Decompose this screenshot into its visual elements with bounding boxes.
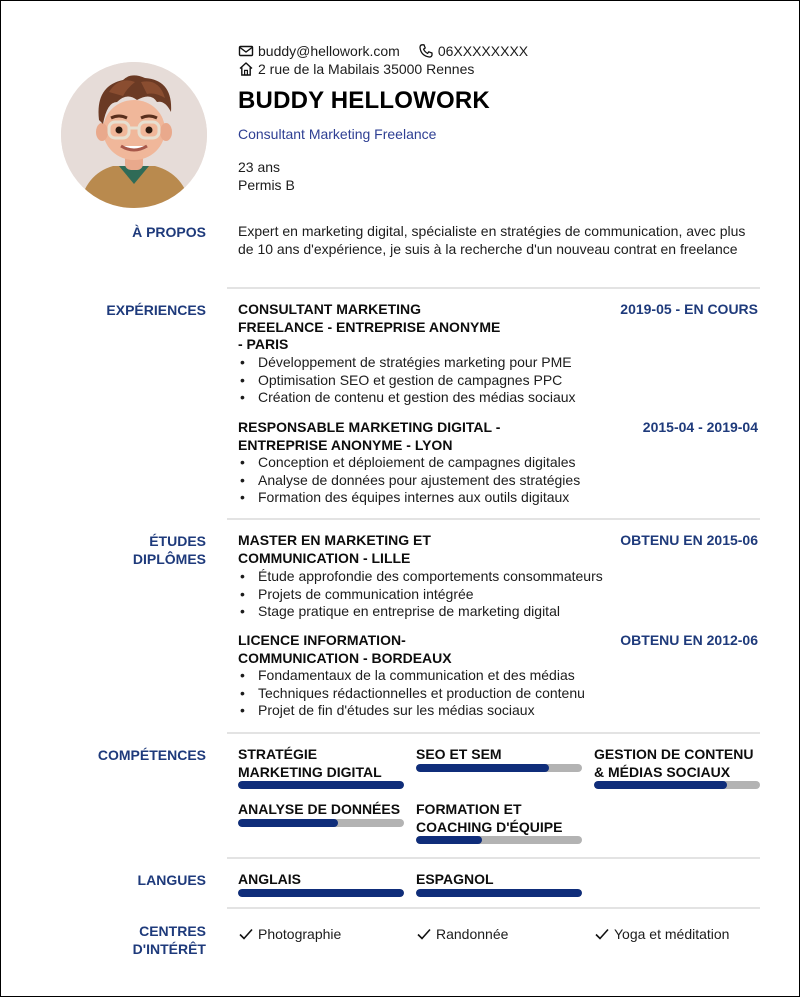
language-level-fill <box>416 889 582 897</box>
contact-info <box>238 42 546 78</box>
skill-name-line: SEO ET SEM <box>416 746 502 762</box>
license-text: Permis B <box>238 176 295 193</box>
phone-text: 06XXXXXXXX <box>437 43 529 59</box>
list-item: • Fondamentaux de la communication et des médias <box>238 667 585 685</box>
language-level-bar <box>416 889 582 897</box>
phone-icon <box>418 43 434 59</box>
language-item <box>416 871 582 897</box>
study-bullets <box>238 667 585 720</box>
interest-item <box>594 926 729 942</box>
skill-level-fill <box>416 764 549 772</box>
address-item <box>238 60 474 78</box>
list-item: • Développement de stratégies marketing pour PME <box>238 354 576 372</box>
section-divider <box>227 732 760 734</box>
skills-heading: COMPÉTENCES <box>97 747 206 763</box>
list-item: • Formation des équipes internes aux outils digitaux <box>238 489 580 507</box>
skill-name-line: STRATÉGIE <box>238 746 318 762</box>
title-line: COMMUNICATION - LILLE <box>238 549 411 566</box>
experience-date: 2019-05 - EN COURS <box>620 301 758 317</box>
skill-level-bar <box>238 781 404 789</box>
skill-item <box>416 801 582 844</box>
list-item: • Création de contenu et gestion des médias sociaux <box>238 389 576 407</box>
language-item <box>238 871 404 897</box>
list-item: • Techniques rédactionnelles et production de contenu <box>238 685 585 703</box>
skill-level-bar <box>416 836 582 844</box>
skill-name-line: MARKETING DIGITAL <box>238 763 382 780</box>
title-line: COMMUNICATION - BORDEAUX <box>238 649 452 666</box>
skill-item <box>594 746 760 789</box>
skill-item <box>416 746 582 772</box>
skill-level-fill <box>416 836 482 844</box>
title-line: MASTER EN MARKETING ET <box>238 532 431 548</box>
skill-name <box>238 801 404 819</box>
language-name: ESPAGNOL <box>416 871 494 887</box>
checkmark-icon <box>238 926 254 942</box>
experience-title <box>238 301 500 354</box>
study-title <box>238 632 452 667</box>
list-item: • Projet de fin d'études sur les médias sociaux <box>238 702 585 720</box>
experience-bullets <box>238 454 580 507</box>
skill-name-line: ANALYSE DE DONNÉES <box>238 801 401 817</box>
skill-name <box>238 746 404 781</box>
skill-name <box>416 801 582 836</box>
study-date: OBTENU EN 2015-06 <box>620 532 758 548</box>
section-divider <box>227 857 760 859</box>
phone-item[interactable] <box>418 42 528 60</box>
heading-line: D'INTÉRÊT <box>132 941 206 957</box>
skill-item <box>238 801 404 827</box>
about-text: Expert en marketing digital, spécialiste en stratégies de communication, avec plus de 10 ans d'expérience, je suis à la recherche d'un nouveau contrat en freelance <box>238 223 746 257</box>
list-item: • Optimisation SEO et gestion de campagnes PPC <box>238 372 576 390</box>
skill-item <box>238 746 404 789</box>
skill-name <box>416 746 582 764</box>
language-level-fill <box>238 889 404 897</box>
about-heading: À PROPOS <box>132 224 206 240</box>
heading-line: CENTRES <box>139 923 206 939</box>
title-line: FREELANCE - ENTREPRISE ANONYME <box>238 318 501 335</box>
study-date: OBTENU EN 2012-06 <box>620 632 758 648</box>
skill-name <box>594 746 760 781</box>
language-level-bar <box>238 889 404 897</box>
studies-heading <box>61 532 206 568</box>
home-icon <box>238 61 254 77</box>
interest-item <box>238 926 341 942</box>
list-item: • Étude approfondie des comportements consommateurs <box>238 568 603 586</box>
candidate-name: BUDDY HELLOWORK <box>238 87 490 114</box>
age-text: 23 ans <box>238 159 281 175</box>
skill-level-bar <box>416 764 582 772</box>
experience-date: 2015-04 - 2019-04 <box>642 419 758 435</box>
address-text: 2 rue de la Mabilais 35000 Rennes <box>258 61 475 77</box>
checkmark-icon <box>594 926 610 942</box>
skill-name-line: GESTION DE CONTENU <box>594 746 754 762</box>
list-item: • Stage pratique en entreprise de marketing digital <box>238 603 603 621</box>
list-item: • Conception et déploiement de campagnes digitales <box>238 454 580 472</box>
interest-label: Randonnée <box>436 926 509 942</box>
mail-icon <box>238 43 254 59</box>
list-item: • Analyse de données pour ajustement des stratégies <box>238 472 580 490</box>
list-item: • Projets de communication intégrée <box>238 586 603 604</box>
interest-label: Photographie <box>258 926 342 942</box>
interest-item <box>416 926 508 942</box>
skill-level-fill <box>238 819 338 827</box>
email-item[interactable] <box>238 42 400 60</box>
title-line: CONSULTANT MARKETING <box>238 301 422 317</box>
personal-details <box>238 159 295 194</box>
skill-name-line: COACHING D'ÉQUIPE <box>416 818 563 835</box>
avatar-illustration <box>61 62 207 208</box>
skill-level-bar <box>238 819 404 827</box>
language-name: ANGLAIS <box>238 871 301 887</box>
interests-heading <box>61 922 206 958</box>
email-text: buddy@hellowork.com <box>258 43 400 59</box>
avatar <box>61 62 207 208</box>
experience-bullets <box>238 354 576 407</box>
checkmark-icon <box>416 926 432 942</box>
skill-level-bar <box>594 781 760 789</box>
title-line: RESPONSABLE MARKETING DIGITAL - <box>238 419 501 435</box>
title-line: LICENCE INFORMATION- <box>238 632 406 648</box>
study-bullets <box>238 568 603 621</box>
heading-line: ÉTUDES <box>149 533 206 549</box>
job-title: Consultant Marketing Freelance <box>238 126 437 142</box>
heading-line: DIPLÔMES <box>132 551 206 567</box>
section-divider <box>227 518 760 520</box>
skill-name-line: & MÉDIAS SOCIAUX <box>594 763 731 780</box>
title-line: - PARIS <box>238 336 289 352</box>
interest-label: Yoga et méditation <box>614 926 730 942</box>
experiences-heading: EXPÉRIENCES <box>106 302 206 318</box>
experience-title <box>238 419 500 454</box>
study-title <box>238 532 431 567</box>
skill-level-fill <box>594 781 727 789</box>
skill-level-fill <box>238 781 404 789</box>
title-line: ENTREPRISE ANONYME - LYON <box>238 436 453 453</box>
section-divider <box>227 287 760 289</box>
languages-heading: LANGUES <box>137 872 206 888</box>
section-divider <box>227 907 760 909</box>
skill-name-line: FORMATION ET <box>416 801 522 817</box>
